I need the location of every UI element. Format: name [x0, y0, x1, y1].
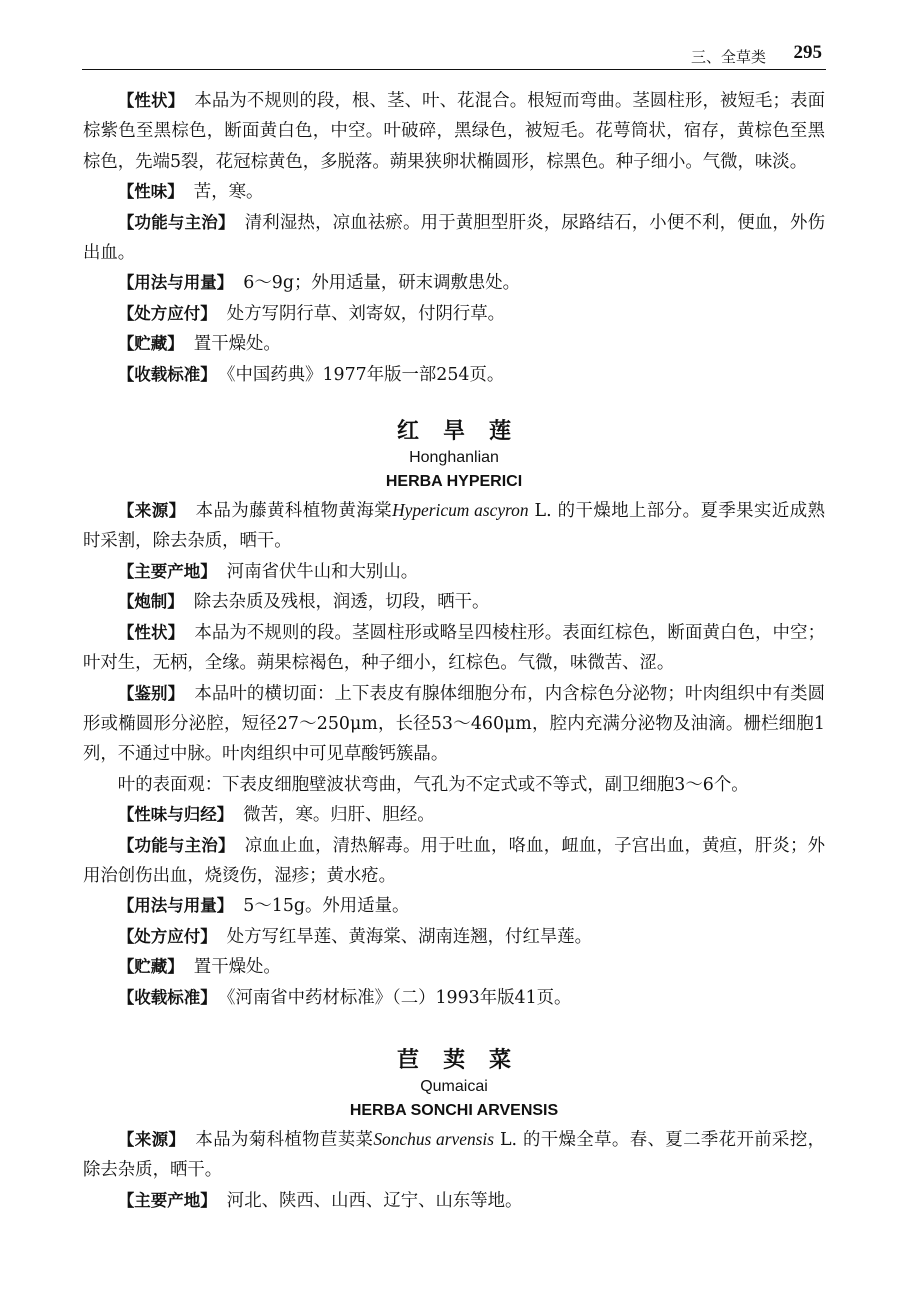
prev-gongneng	[83, 208, 825, 269]
label: 【性状】	[117, 91, 185, 110]
xingzhuang	[83, 618, 825, 679]
prev-shouzai	[83, 360, 825, 390]
text: 本品为藤黄科植物黄海棠	[195, 501, 393, 522]
text: 苦，寒。	[193, 182, 264, 203]
label: 【性味与归经】	[117, 805, 234, 825]
herb-pinyin: Honghanlian	[409, 449, 499, 467]
text: 6～9g；外用适量，研末调敷患处。	[243, 273, 521, 294]
prev-yongfa	[83, 268, 825, 298]
label: 【性味】	[117, 182, 184, 202]
label: 【功能与主治】	[117, 835, 235, 855]
prev-chufang	[83, 299, 825, 329]
herb-entry-honghanlian	[83, 414, 825, 1013]
yongfa	[83, 891, 825, 921]
prev-zhucang	[83, 329, 825, 359]
species-name: Sonchus arvensis	[373, 1128, 495, 1149]
text: 置干燥处。	[193, 334, 281, 355]
jianbie	[83, 679, 825, 770]
label: 【性状】	[117, 622, 185, 642]
jianbie-continued: 叶的表面观：下表皮细胞壁波状弯曲，气孔为不定式或不等式，副卫细胞3～6个。	[117, 774, 749, 795]
chandi	[83, 1186, 825, 1216]
text: 处方写红旱莲、黄海棠、湖南连翘，付红旱莲。	[226, 926, 593, 947]
label: 【收载标准】	[117, 364, 217, 384]
text: 本品为菊科植物苣荬菜	[195, 1129, 374, 1150]
running-header	[82, 40, 826, 70]
page-number: 295	[793, 42, 822, 63]
label: 【用法与用量】	[117, 896, 234, 916]
chandi	[83, 557, 825, 587]
herb-entry-qumaicai	[83, 1043, 825, 1216]
chufang	[83, 922, 825, 952]
section-title: 三、全草类	[690, 48, 766, 66]
herb-latin-name: HERBA HYPERICI	[385, 473, 523, 491]
label: 【收载标准】	[117, 987, 217, 1007]
text: 《中国药典》1977年版一部254页。	[226, 364, 505, 385]
label: 【贮藏】	[117, 957, 184, 977]
text: 处方写阴行草、刘寄奴，付阴行草。	[226, 303, 506, 324]
label: 【来源】	[117, 1129, 186, 1149]
prev-xingzhuang	[83, 86, 825, 177]
paozhi	[83, 587, 825, 617]
label: 【处方应付】	[117, 303, 217, 323]
text: L. 的干燥地上部分。夏季果实近成熟时采割，除去杂质，晒干。	[83, 501, 825, 552]
label: 【炮制】	[117, 592, 184, 612]
text: 河南省伏牛山和大别山。	[226, 561, 419, 582]
prev-xingwei	[83, 177, 825, 207]
text: 本品叶的横切面：上下表皮有腺体细胞分布，内含棕色分泌物；叶肉组织中有类圆形或椭圆形分泌腔，短径27～250μm，长径53～460μm，腔内充满分泌物及油滴。栅栏细胞1列，不通过中脉。叶肉组织中可见草酸钙簇晶。	[83, 683, 825, 765]
text: 清利湿热，凉血祛瘀。用于黄胆型肝炎，尿路结石，小便不利，便血，外伤出血。	[83, 212, 825, 264]
zhucang	[83, 952, 825, 982]
herb-latin-name: HERBA SONCHI ARVENSIS	[349, 1101, 559, 1119]
gongneng	[83, 831, 825, 892]
herb-title: 苣荬菜	[396, 1047, 535, 1073]
label: 【用法与用量】	[117, 273, 234, 293]
label: 【功能与主治】	[117, 212, 235, 232]
label: 【鉴别】	[117, 683, 185, 703]
text: 《河南省中药材标准》（二）1993年版41页。	[226, 987, 572, 1008]
text: 5～15g。外用适量。	[243, 896, 410, 917]
species-name: Hypericum ascyron	[392, 500, 529, 521]
laiyuan	[83, 495, 825, 557]
label: 【来源】	[117, 501, 186, 521]
page-body	[83, 86, 825, 1216]
xingwei-guijing	[83, 800, 825, 830]
text: L. 的干燥全草。春、夏二季花开前采挖，除去杂质，晒干。	[83, 1129, 826, 1181]
herb-title: 红旱莲	[396, 419, 535, 445]
text: 河北、陕西、山西、辽宁、山东等地。	[226, 1190, 523, 1211]
text: 本品为不规则的段，根、茎、叶、花混合。根短而弯曲。茎圆柱形，被短毛；表面棕紫色至黑棕色，断面黄白色，中空。叶破碎，黑绿色，被短毛。花萼筒状，宿存，黄棕色至黑棕色，先端5裂，花冠棕黄色，多脱落。蒴果狭卵状椭圆形，棕黑色。种子细小。气微，味淡。	[83, 91, 825, 172]
label: 【处方应付】	[117, 926, 217, 946]
herb-pinyin: Qumaicai	[420, 1077, 488, 1095]
text: 置干燥处。	[193, 957, 281, 978]
text: 本品为不规则的段。茎圆柱形或略呈四棱柱形。表面红棕色，断面黄白色，中空；叶对生，无柄，全缘。蒴果棕褐色，种子细小，红棕色。气微，味微苦、涩。	[83, 622, 825, 674]
label: 【贮藏】	[117, 334, 184, 354]
label: 【主要产地】	[117, 561, 217, 581]
shouzai	[83, 983, 825, 1013]
laiyuan	[83, 1124, 825, 1186]
text: 微苦，寒。归肝、胆经。	[243, 805, 435, 826]
text: 凉血止血，清热解毒。用于吐血，咯血，衄血，子宫出血，黄疸，肝炎；外用治创伤出血，烧烫伤，湿疹；黄水疮。	[83, 835, 825, 886]
text: 除去杂质及残根，润透，切段，晒干。	[193, 592, 490, 613]
label: 【主要产地】	[117, 1190, 217, 1210]
